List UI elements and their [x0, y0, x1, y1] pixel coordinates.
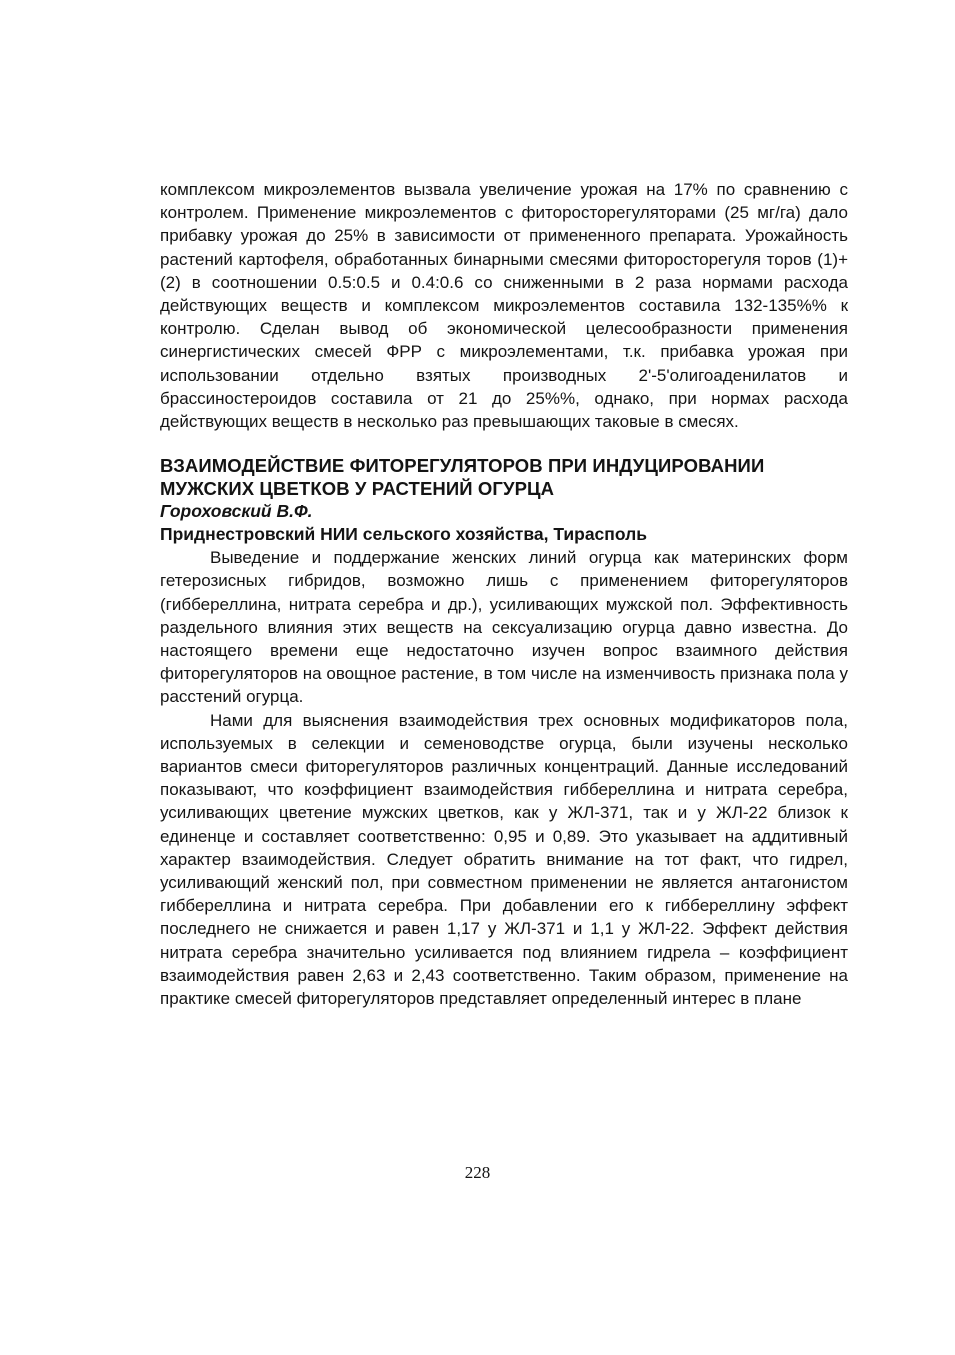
page-number: 228: [464, 1163, 491, 1182]
article-title: ВЗАИМОДЕЙСТВИЕ ФИТОРЕГУЛЯТОРОВ ПРИ ИНДУЦИРОВАНИИ МУЖСКИХ ЦВЕТКОВ У РАСТЕНИЙ ОГУРЦА: [160, 455, 765, 500]
article-paragraph: Выведение и поддержание женских линий огурца как материнских форм гетерозисных гибридов, возможно лишь с применением фиторегуляторов (гиббереллина, нитрата серебра и др.), усиливающих мужской пол. Эффективность раздельного влияния этих веществ на сексуализацию огурца давно известна. До настоящего времени еще недостаточно изучен вопрос взаимного действия фиторегуляторов на овощное растение, в том числе на изменчивость признака пола у расстений огурца.: [160, 548, 848, 707]
page-body: [160, 178, 848, 1010]
article-paragraph: Нами для выяснения взаимодействия трех основных модификаторов пола, используемых в селекции и семеноводстве огурца, были изучены несколько вариантов смеси фиторегуляторов различных концентраций. Данные исследований показывают, что коэффициент взаимодействия гиббереллина и нитрата серебра, усиливающих цветение мужских цветков, как у ЖЛ-371, так и у ЖЛ-22 близок к единенце и составляет соответственно: 0,95 и 0,89. Это указывает на аддитивный характер взаимодействия. Следует обратить внимание на тот факт, что гидрел, усиливающий женский пол, при совместном применении не является антагонистом гиббереллина и нитрата серебра. При добавлении его к гиббереллину эффект последнего не снижается и равен 1,17 у ЖЛ-371 и 1,1 у ЖЛ-22. Эффект действия нитрата серебра значительно усиливается под влиянием гидрела – коэффициент взаимодействия равен 2,63 и 2,43 соответственно. Таким образом, применение на практике смесей фиторегуляторов представляет определенный интерес в плане: [160, 710, 848, 1009]
article-author: Гороховский В.Ф.: [160, 501, 313, 522]
intro-paragraph: комплексом микроэлементов вызвала увеличение урожая на 17% по сравнению с контролем. Применение микроэлементов с фиторосторегуляторами (25 мг/га) дало прибавку урожая до 25% в зависимости от примененного препарата. Урожайность растений картофеля, обработанных бинарными смесями фиторосторегуля торов (1)+(2) в соотношении 0.5:0.5 и 0.4:0.6 со сниженными в 2 раза нормами расхода действующих веществ и комплексом микроэлементов составила 132-135%% к контролю. Сделан вывод об экономической целесообразности применения синергистических смесей ФРР с микроэлементами, т.к. прибавка урожая при использовании отдельно взятых производных 2'-5'олигоаденилатов и брассиностероидов составила от 21 до 25%%, однако, при нормах расхода действующих веществ в несколько раз превышающих таковые в смесях.: [160, 180, 848, 432]
article-affiliation: Приднестровский НИИ сельского хозяйства, Тирасполь: [160, 524, 647, 545]
